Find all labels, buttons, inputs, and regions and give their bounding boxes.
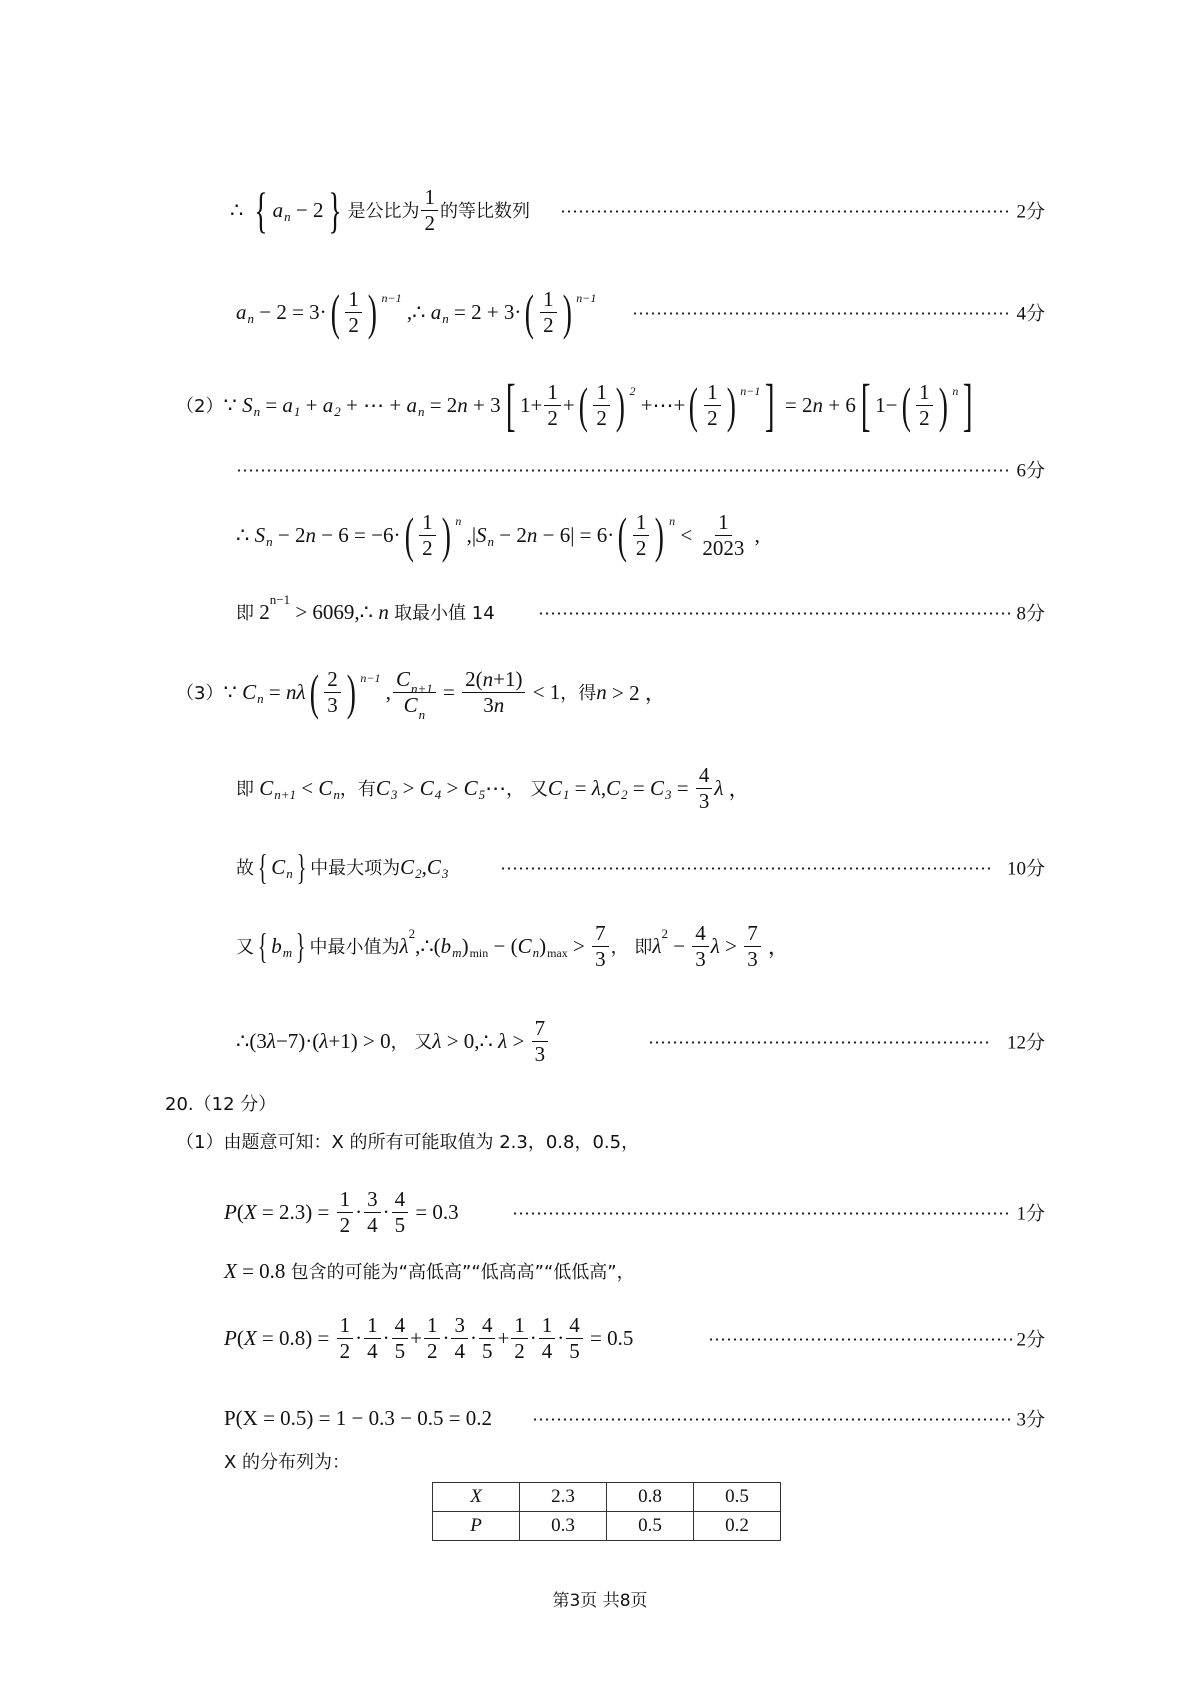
table-row [433,1512,781,1541]
text: 中最大项为 [310,858,401,879]
score-label: 2分 [1016,201,1045,223]
dot-leader [236,469,1012,472]
question-20-title [0,1088,1200,1118]
text: 中最小值为 [309,937,400,958]
solution-line-7: 即 C n+1 < C n ，有 C 3 > C 4 > C 5 ⋯ ， 又 C 1 = λ , C 2 = C 3 = $\frac{4}{3}$ λ ， [236,763,750,813]
solution-line-1: ∴ { a n − 2 } 是公比为 $\frac{1}{2}$ 的等比数列 2分 [230,182,1045,238]
table-cell: 0.3 [520,1512,607,1541]
score-label: 10分 [1006,858,1045,880]
text: X 的分布列为： [224,1452,351,1473]
probability-eq: P(X = 0.5) = 1 − 0.3 − 0.5 = 0.2 [224,1405,493,1430]
q20-line-3: X = 0.8 包含的可能为“高低高”“低高高”“低低高”， [224,1258,635,1283]
question-20-line-1 [0,1126,1200,1156]
text: 即 [236,603,254,624]
text: ， 又 [506,779,548,800]
dot-leader [512,1212,1012,1215]
dot-leader [560,210,1012,213]
solution-line-10: ∴(3 λ −7)·( λ +1) > 0 ， 又 λ > 0,∴ λ > $\frac{7}{3}$ 12分 [236,1016,1045,1066]
solution-line-9: 又 { b m } 中最小值为 λ 2 ,∴( b m ) min − ( C n ) max > $\frac{7}{3}$ ， 即 λ 2 − $\frac{4}{3}$ λ > $\frac{7}{3}$ ， [236,921,789,971]
text: 取最小值 14 [394,603,495,624]
solution-line-3b [0,454,1200,484]
solution-line-6: （3） ∵ C n = nλ ( $\frac{2}{3}$ ) n−1 , $\frac{C_{n+1}}{C_n}$ = $\frac{2(n+1)}{3n}$ < 1 ，得 n > 2 ， [176,664,666,722]
score-label: 6分 [1016,460,1045,482]
score-label: 1分 [1016,1203,1045,1225]
q20-dist-label [0,1446,1200,1476]
part-label: （2） [176,396,224,417]
text: 是公比为 [347,201,420,222]
text: 又 [236,937,254,958]
table-row [433,1483,781,1512]
dot-leader [632,312,1012,315]
page-footer: 第3页 共8页 [552,1591,648,1611]
solution-line-8: 故 { C n } 中最大项为 C 2 , C 3 10分 [236,847,1045,887]
table-cell: 0.8 [607,1483,694,1512]
table-cell: 0.5 [607,1512,694,1541]
text: ， 又 [390,1032,433,1053]
table-cell: 2.3 [520,1483,607,1512]
question-heading: 20.（12 分） [165,1094,277,1115]
table-cell: 0.2 [694,1512,781,1541]
dot-leader [500,867,992,870]
text: 包含的可能为“高低高”“低高高”“低低高”， [290,1262,635,1283]
dot-leader [538,612,1012,615]
solution-line-5: 即 2 n−1 > 6069,∴ n 取最小值 14 8分 [236,592,1045,625]
solution-line-2: a n − 2 = 3· ( $\frac{1}{2}$ ) n−1 ,∴ a n = 2 + 3· ( $\frac{1}{2}$ ) n−1 4分 [236,284,1045,340]
table-cell: 0.5 [694,1483,781,1512]
score-label: 2分 [1016,1329,1045,1351]
score-label: 12分 [1006,1032,1045,1054]
text: （1）由题意可知：X 的所有可能取值为 2.3，0.8，0.5， [176,1132,640,1153]
table-cell: X [433,1483,520,1512]
distribution-table [432,1482,781,1541]
text: 故 [236,858,254,879]
q20-p1: P ( X = 2.3) = $\frac{1}{2}$ · $\frac{3}{4}$ · $\frac{4}{5}$ = 0.3 1分 [224,1187,1045,1237]
solution-line-3: （2） ∵ S n = a 1 + a 2 + ⋯ + a n = 2 n + 3 [ 1+ $\frac{1}{2}$ + ( $\frac{1}{2}$ ) 2 +⋯+ ( $\frac{1}{2}$ ) n−1 ] = 2 n + 6 [ 1− ( $\frac{1}{2}$ ) n ] [176,372,973,437]
denominator: 2023 [702,535,745,560]
text: ， 即 [610,937,653,958]
q20-p2: P ( X = 0.8) = $\frac{1}{2}$ · $\frac{1}{4}$ · $\frac{4}{5}$ + $\frac{1}{2}$ · $\frac{3}{4}$ · $\frac{4}{5}$ + $\frac{1}{2}$ · $\frac{1}{4}$ · $\frac{4}{5}$ = 0.5 2分 [224,1313,1045,1363]
dot-leader [648,1041,992,1044]
text: 的等比数列 [439,201,530,222]
part-label: （3） [176,683,224,704]
dot-leader [708,1338,1012,1341]
score-label: 8分 [1016,603,1045,625]
text: ，得 [560,683,597,704]
table-cell: P [433,1512,520,1541]
text: ，有 [339,779,376,800]
dot-leader [532,1418,1012,1421]
solution-line-4: ∴ S n − 2 n − 6 = −6· ( $\frac{1}{2}$ ) n ,| S n − 2 n − 6| = 6· ( $\frac{1}{2}$ ) n < $\frac{1}{2023}$ , [236,507,760,563]
score-label: 4分 [1016,303,1045,325]
score-label: 3分 [1016,1409,1045,1431]
q20-p3 [0,1398,1200,1438]
text: 即 [236,779,254,800]
